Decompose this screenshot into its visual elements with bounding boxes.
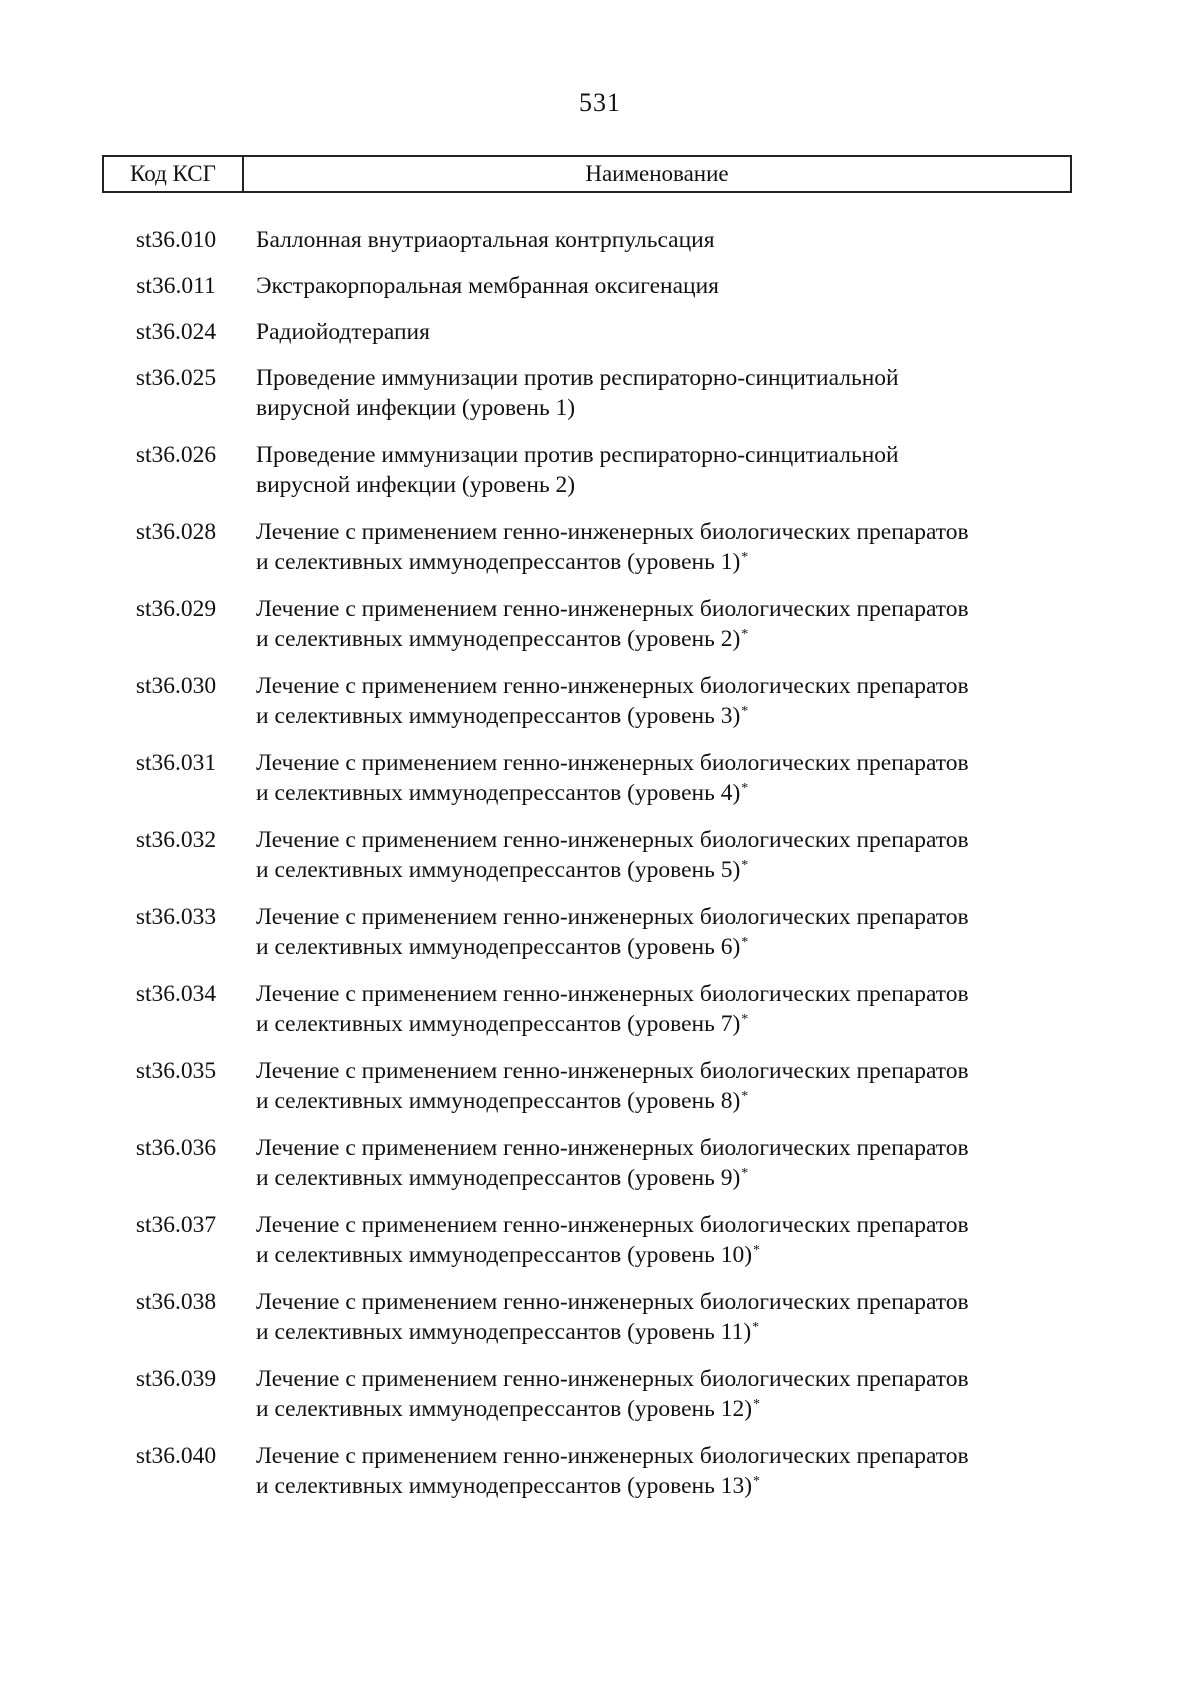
row-name-line2-wrap [256, 470, 1092, 500]
row-name [250, 1364, 1092, 1424]
table-row [102, 1133, 1092, 1193]
footnote-marker: * [741, 1012, 749, 1027]
row-code: st36.025 [135, 365, 217, 391]
row-code: st36.024 [135, 319, 217, 345]
row-name [250, 440, 1092, 500]
table-header [102, 155, 1072, 193]
row-name [250, 1441, 1092, 1501]
row-name [250, 317, 1092, 347]
page-number: 531 [579, 88, 621, 117]
row-name-line1: Лечение с применением генно-инженерных биологических препаратов [256, 904, 969, 930]
row-name-line2-wrap [256, 624, 1092, 654]
row-code: st36.038 [135, 1289, 217, 1315]
row-name [250, 363, 1092, 423]
row-name-line2-wrap [256, 1009, 1092, 1039]
table-row [102, 363, 1092, 423]
row-name-line1: Экстракорпоральная мембранная оксигенация [256, 273, 719, 299]
table-body [102, 225, 1092, 1518]
row-name [250, 748, 1092, 808]
row-code: st36.011 [136, 273, 216, 299]
row-name-line1: Лечение с применением генно-инженерных биологических препаратов [256, 827, 969, 853]
table-row [102, 671, 1092, 731]
row-name-line2-wrap [256, 855, 1092, 885]
row-name [250, 671, 1092, 731]
row-code: st36.031 [135, 750, 217, 776]
row-name-line2: вирусной инфекции (уровень 2) [256, 472, 576, 498]
footnote-marker: * [741, 627, 749, 642]
footnote-marker: * [753, 1243, 761, 1258]
row-name-line2-wrap [256, 1086, 1092, 1116]
table-row [102, 440, 1092, 500]
row-name-line2-wrap [256, 932, 1092, 962]
row-name-line2: и селективных иммунодепрессантов (уровень 8) [256, 1088, 741, 1114]
table-row [102, 225, 1092, 255]
column-header-code: Код КСГ [104, 157, 244, 191]
row-name-line2-wrap [256, 1317, 1092, 1347]
row-name-line2: вирусной инфекции (уровень 1) [256, 395, 576, 421]
row-name [250, 902, 1092, 962]
footnote-marker: * [741, 704, 749, 719]
row-name-line2: и селективных иммунодепрессантов (уровень 4) [256, 780, 741, 806]
table-row [102, 825, 1092, 885]
footnote-marker: * [741, 858, 749, 873]
row-name [250, 1133, 1092, 1193]
row-code: st36.033 [135, 904, 217, 930]
table-row [102, 902, 1092, 962]
table-row [102, 517, 1092, 577]
row-name-line1: Лечение с применением генно-инженерных биологических препаратов [256, 1443, 969, 1469]
row-name-line1: Лечение с применением генно-инженерных биологических препаратов [256, 1135, 969, 1161]
row-name [250, 271, 1092, 301]
row-name-line1: Лечение с применением генно-инженерных биологических препаратов [256, 519, 969, 545]
row-name-line1: Лечение с применением генно-инженерных биологических препаратов [256, 673, 969, 699]
row-name-line2: и селективных иммунодепрессантов (уровень 5) [256, 857, 741, 883]
row-name-line2: и селективных иммунодепрессантов (уровень 2) [256, 626, 741, 652]
row-name-line1: Проведение иммунизации против респираторно-синцитиальной [256, 365, 899, 391]
table-row [102, 748, 1092, 808]
row-name-line2: и селективных иммунодепрессантов (уровень 10) [256, 1242, 753, 1268]
row-name-line2: и селективных иммунодепрессантов (уровень 3) [256, 703, 741, 729]
row-name-line1: Лечение с применением генно-инженерных биологических препаратов [256, 1212, 969, 1238]
row-name-line2-wrap [256, 547, 1092, 577]
footnote-marker: * [741, 550, 749, 565]
footnote-marker: * [753, 1474, 761, 1489]
table-row [102, 1364, 1092, 1424]
table-row [102, 1287, 1092, 1347]
row-name [250, 1056, 1092, 1116]
row-name-line1: Лечение с применением генно-инженерных биологических препаратов [256, 981, 969, 1007]
row-name [250, 594, 1092, 654]
row-name-line1: Радиойодтерапия [256, 319, 430, 345]
table-row [102, 1441, 1092, 1501]
row-name [250, 517, 1092, 577]
row-code: st36.010 [135, 227, 217, 253]
row-code: st36.028 [135, 519, 217, 545]
row-name [250, 979, 1092, 1039]
row-name [250, 1287, 1092, 1347]
row-name-line2: и селективных иммунодепрессантов (уровень 13) [256, 1473, 753, 1499]
row-name-line2-wrap [256, 1163, 1092, 1193]
row-code: st36.037 [135, 1212, 217, 1238]
row-code: st36.032 [135, 827, 217, 853]
column-header-name: Наименование [585, 161, 729, 186]
footnote-marker: * [752, 1320, 760, 1335]
row-name-line2: и селективных иммунодепрессантов (уровень 1) [256, 549, 741, 575]
row-code: st36.035 [135, 1058, 217, 1084]
table-row [102, 594, 1092, 654]
row-code: st36.030 [135, 673, 217, 699]
row-name [250, 1210, 1092, 1270]
table-row [102, 979, 1092, 1039]
row-name-line2: и селективных иммунодепрессантов (уровень 11) [256, 1319, 752, 1345]
table-row [102, 1056, 1092, 1116]
row-name-line2: и селективных иммунодепрессантов (уровень 6) [256, 934, 741, 960]
footnote-marker: * [741, 1089, 749, 1104]
table-row [102, 317, 1092, 347]
row-code: st36.039 [135, 1366, 217, 1392]
footnote-marker: * [753, 1397, 761, 1412]
row-code: st36.026 [135, 442, 217, 468]
table-row [102, 271, 1092, 301]
row-name-line1: Лечение с применением генно-инженерных биологических препаратов [256, 1366, 969, 1392]
row-name-line1: Лечение с применением генно-инженерных биологических препаратов [256, 750, 969, 776]
row-name-line2: и селективных иммунодепрессантов (уровень 9) [256, 1165, 741, 1191]
row-name-line1: Лечение с применением генно-инженерных биологических препаратов [256, 596, 969, 622]
row-name-line2-wrap [256, 701, 1092, 731]
table-row [102, 1210, 1092, 1270]
row-name-line2: и селективных иммунодепрессантов (уровень 7) [256, 1011, 741, 1037]
row-name [250, 225, 1092, 255]
footnote-marker: * [741, 781, 749, 796]
row-name-line2-wrap [256, 1240, 1092, 1270]
row-code: st36.040 [135, 1443, 217, 1469]
row-name-line2-wrap [256, 1394, 1092, 1424]
row-name-line1: Лечение с применением генно-инженерных биологических препаратов [256, 1289, 969, 1315]
row-name-line1: Лечение с применением генно-инженерных биологических препаратов [256, 1058, 969, 1084]
footnote-marker: * [741, 1166, 749, 1181]
row-name-line1: Проведение иммунизации против респираторно-синцитиальной [256, 442, 899, 468]
footnote-marker: * [741, 935, 749, 950]
row-code: st36.034 [135, 981, 217, 1007]
row-name-line2-wrap [256, 393, 1092, 423]
row-name-line1: Баллонная внутриаортальная контрпульсация [256, 227, 715, 253]
row-code: st36.029 [135, 596, 217, 622]
row-name-line2: и селективных иммунодепрессантов (уровень 12) [256, 1396, 753, 1422]
row-code: st36.036 [135, 1135, 217, 1161]
row-name [250, 825, 1092, 885]
row-name-line2-wrap [256, 778, 1092, 808]
row-name-line2-wrap [256, 1471, 1092, 1501]
